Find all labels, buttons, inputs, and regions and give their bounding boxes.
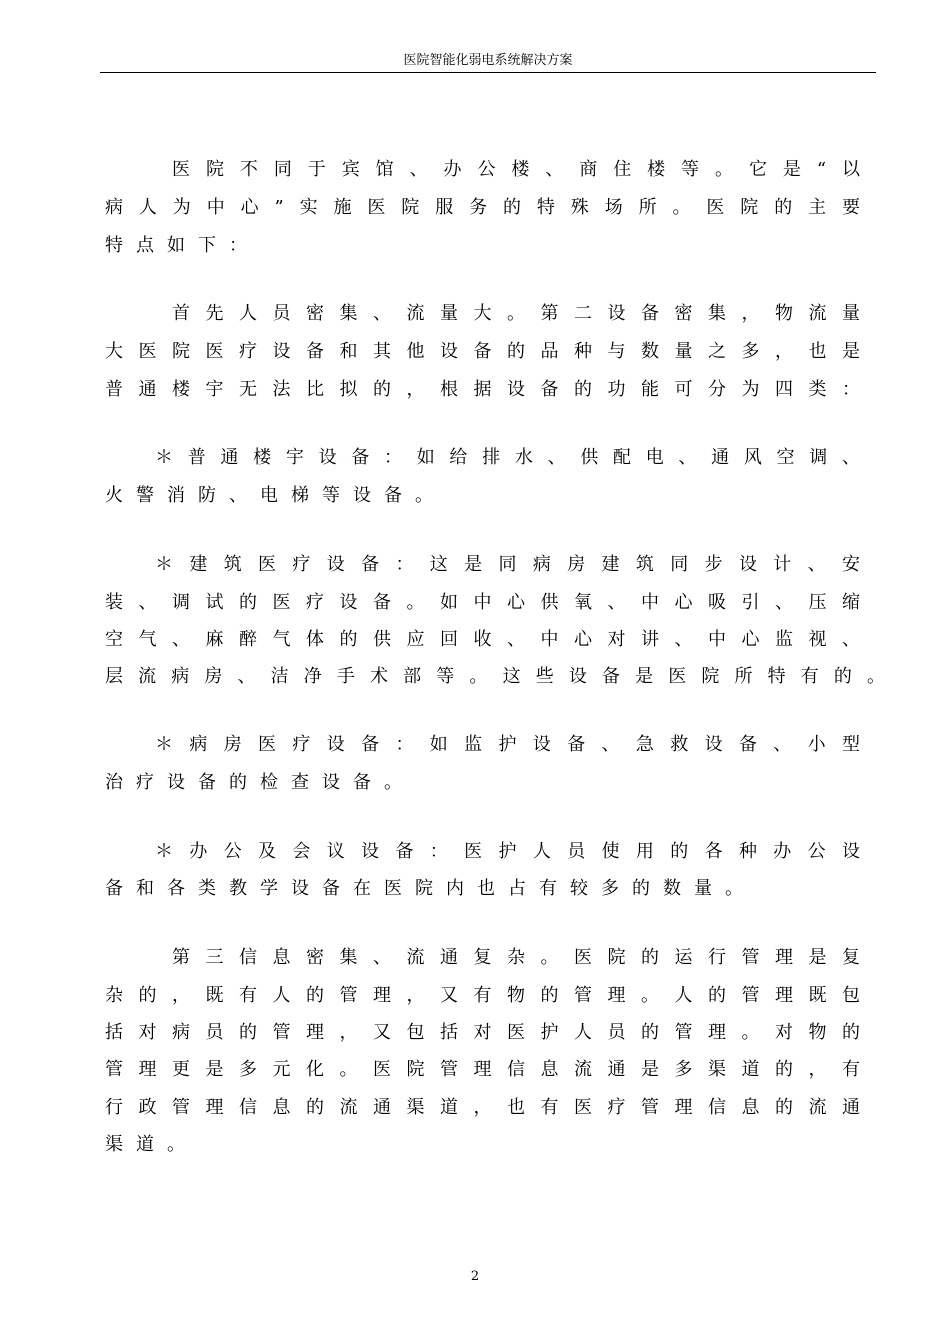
- text-line: 装、调试的医疗设备。如中心供氧、中心吸引、压缩: [105, 592, 860, 613]
- text-line: 病人为中心”实施医院服务的特殊场所。医院的主要: [105, 197, 860, 218]
- text-line: 空气、麻醉气体的供应回收、中心对讲、中心监视、: [105, 629, 860, 650]
- page-number: 2: [470, 1269, 480, 1284]
- text-line: 备和各类教学设备在医院内也占有较多的数量。: [105, 878, 756, 899]
- text-line: 普通楼宇无法比拟的，根据设备的功能可分为四类：: [105, 379, 860, 400]
- text-line: 渠道。: [105, 1134, 198, 1155]
- text-line: 层流病房、洁净手术部等。这些设备是医院所特有的。: [105, 666, 885, 687]
- text-line: ＊普通楼宇设备：如给排水、供配电、通风空调、: [155, 447, 860, 468]
- text-line: 管理更是多元化。医院管理信息流通是多渠道的，有: [105, 1059, 860, 1080]
- text-line: ＊病房医疗设备：如监护设备、急救设备、小型: [155, 734, 860, 755]
- header-rule: [100, 72, 876, 73]
- text-line: 特点如下：: [105, 235, 260, 256]
- text-line: ＊办公及会议设备：医护人员使用的各种办公设: [155, 841, 860, 862]
- text-line: 治疗设备的检查设备。: [105, 772, 415, 793]
- running-header: 医院智能化弱电系统解决方案: [403, 53, 573, 68]
- text-line: 火警消防、电梯等设备。: [105, 485, 446, 506]
- text-line: 行政管理信息的流通渠道，也有医疗管理信息的流通: [105, 1097, 860, 1118]
- text-line: 第三信息密集、流通复杂。医院的运行管理是复: [172, 947, 860, 968]
- text-line: 医院不同于宾馆、办公楼、商住楼等。它是“以: [172, 159, 860, 180]
- text-line: 首先人员密集、流量大。第二设备密集，物流量: [172, 303, 860, 324]
- text-line: 大医院医疗设备和其他设备的品种与数量之多，也是: [105, 341, 860, 362]
- text-line: 括对病员的管理，又包括对医护人员的管理。对物的: [105, 1022, 860, 1043]
- text-line: ＊建筑医疗设备：这是同病房建筑同步设计、安: [155, 554, 860, 575]
- text-line: 杂的，既有人的管理，又有物的管理。人的管理既包: [105, 985, 860, 1006]
